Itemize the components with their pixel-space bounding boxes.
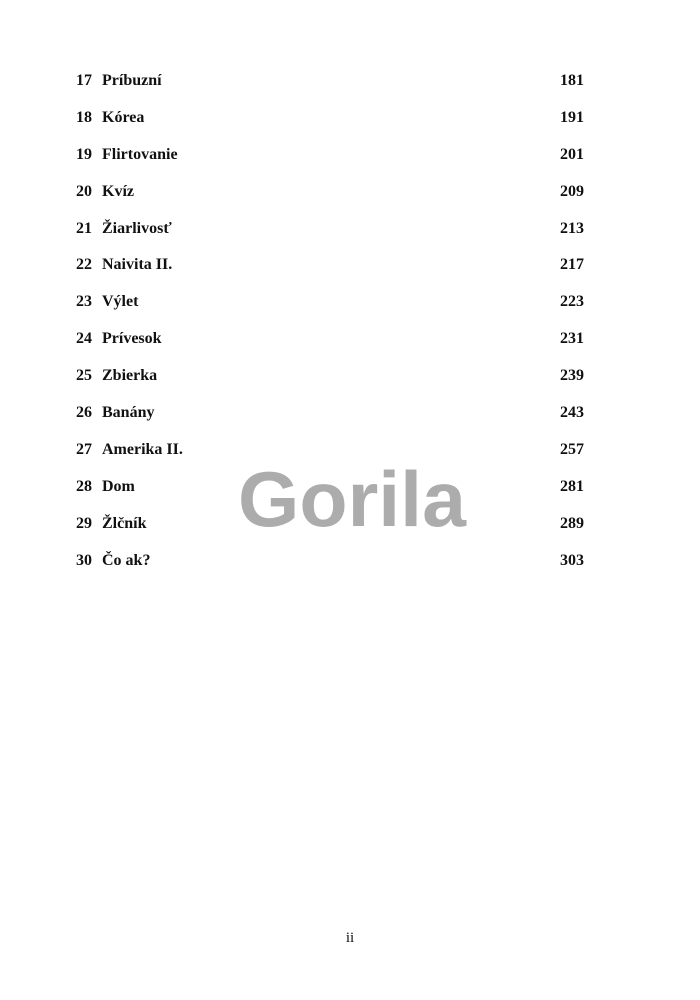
chapter-page: 303 bbox=[560, 551, 584, 569]
chapter-title: Kvíz bbox=[102, 182, 134, 200]
chapter-number: 28 bbox=[76, 477, 92, 495]
toc-entry bbox=[76, 400, 584, 437]
chapter-title: Banány bbox=[102, 404, 155, 422]
chapter-number: 20 bbox=[76, 182, 92, 200]
toc-entry bbox=[76, 142, 584, 179]
gorila-watermark-logo bbox=[236, 460, 468, 540]
chapter-number: 21 bbox=[76, 219, 92, 237]
chapter-page: 181 bbox=[560, 72, 584, 89]
watermark-text: Gorila bbox=[238, 460, 467, 540]
chapter-number: 18 bbox=[76, 108, 92, 126]
chapter-number: 25 bbox=[76, 367, 92, 385]
toc-entry bbox=[76, 548, 584, 585]
chapter-title: Žlčník bbox=[102, 514, 147, 532]
chapter-title: Žiarlivosť bbox=[102, 219, 172, 237]
chapter-number: 23 bbox=[76, 293, 92, 311]
chapter-page: 289 bbox=[560, 514, 584, 532]
chapter-title: Amerika II. bbox=[102, 440, 183, 458]
toc-entry bbox=[76, 326, 584, 363]
toc-entry bbox=[76, 363, 584, 400]
chapter-page: 201 bbox=[560, 145, 584, 163]
chapter-title: Čo ak? bbox=[102, 551, 151, 569]
chapter-page: 239 bbox=[560, 367, 584, 385]
chapter-number: 30 bbox=[76, 551, 92, 569]
chapter-title: Dom bbox=[102, 477, 135, 495]
chapter-number: 26 bbox=[76, 404, 92, 422]
page-number: ii bbox=[345, 930, 355, 946]
chapter-page: 217 bbox=[560, 256, 584, 274]
chapter-number: 27 bbox=[76, 440, 92, 458]
chapter-page: 223 bbox=[560, 293, 584, 311]
chapter-title: Výlet bbox=[102, 293, 139, 311]
chapter-number: 24 bbox=[76, 330, 92, 348]
chapter-page: 213 bbox=[560, 219, 584, 237]
chapter-number: 17 bbox=[76, 72, 92, 89]
chapter-title: Zbierka bbox=[102, 367, 158, 385]
chapter-page: 243 bbox=[560, 404, 584, 422]
chapter-title: Príbuzní bbox=[102, 72, 162, 89]
toc-entry bbox=[76, 105, 584, 142]
toc-entry bbox=[76, 68, 584, 105]
chapter-number: 22 bbox=[76, 256, 92, 274]
chapter-page: 281 bbox=[560, 477, 584, 495]
chapter-title: Prívesok bbox=[102, 330, 162, 348]
toc-entry bbox=[76, 289, 584, 326]
chapter-number: 19 bbox=[76, 145, 92, 163]
chapter-number: 29 bbox=[76, 514, 92, 532]
chapter-page: 231 bbox=[560, 330, 584, 348]
toc-entry bbox=[76, 252, 584, 289]
chapter-page: 191 bbox=[560, 108, 584, 126]
toc-entry bbox=[76, 179, 584, 216]
chapter-page: 257 bbox=[560, 440, 584, 458]
toc-entry bbox=[76, 216, 584, 253]
chapter-page: 209 bbox=[560, 182, 584, 200]
chapter-title: Kórea bbox=[102, 108, 145, 126]
chapter-title: Naivita II. bbox=[102, 256, 173, 274]
chapter-title: Flirtovanie bbox=[102, 145, 178, 163]
